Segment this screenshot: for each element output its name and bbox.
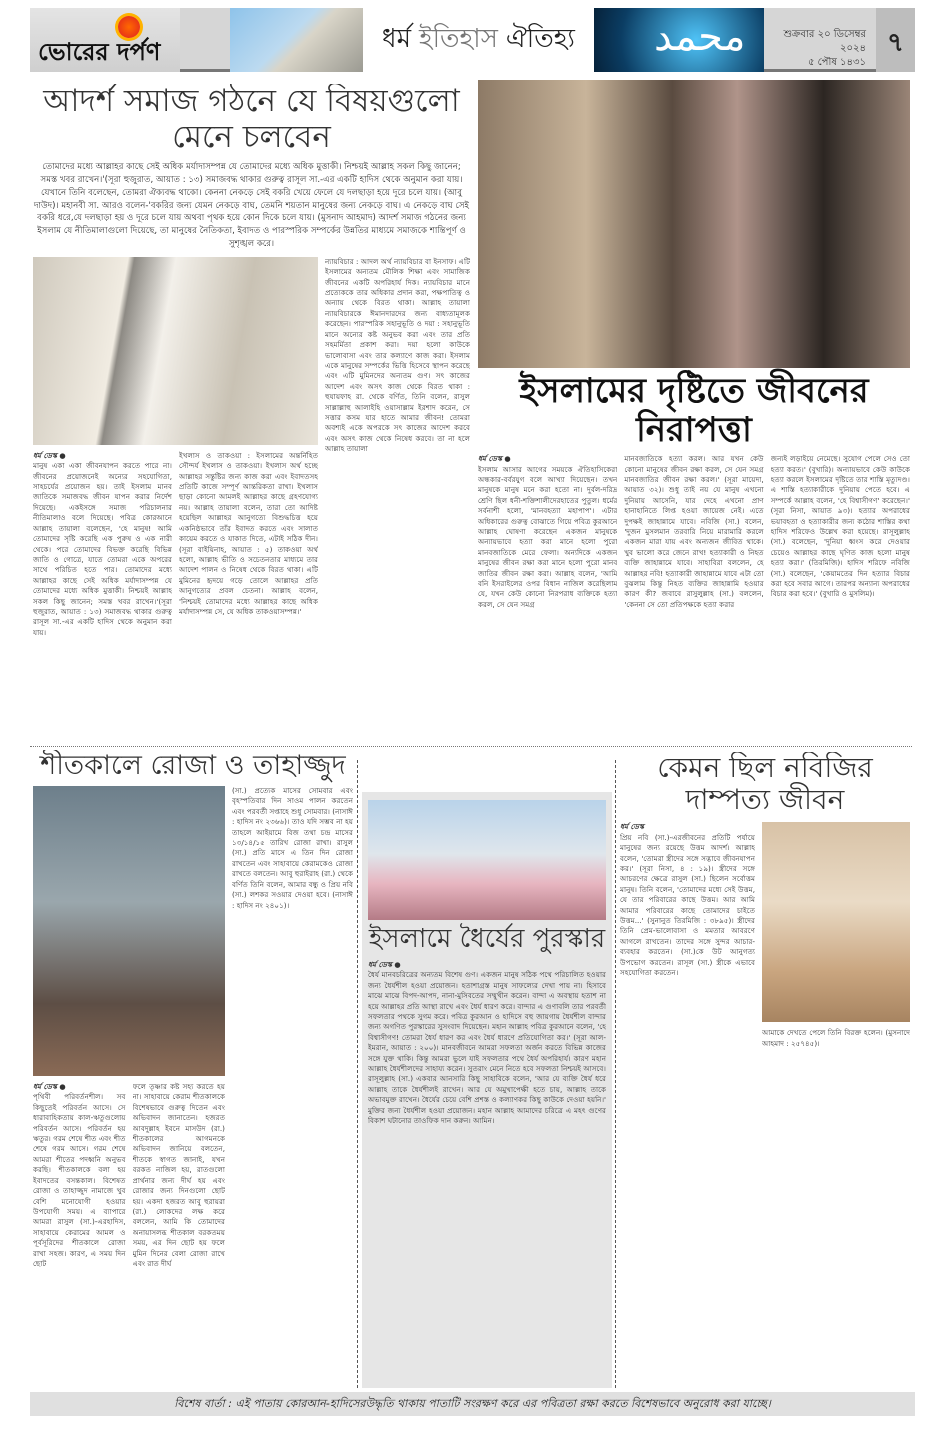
footer-notice	[30, 1392, 915, 1416]
newspaper-logo[interactable]	[30, 8, 180, 72]
headline-patience-reward: ইসলামে ধৈর্যের পুরস্কার	[368, 924, 606, 954]
byline: ধর্ম ডেস্ক ●	[33, 1082, 66, 1092]
quran-photo	[230, 8, 363, 72]
byline: ধর্ম ডেস্ক ●	[33, 450, 66, 460]
article-column	[33, 451, 172, 742]
masthead	[30, 8, 915, 72]
column-text: ইখলাস ও তাকওয়া : ইসলামের অন্তর্নিহিত সৌন্দর্য ইখলাস ও তাকওয়া। ইখলাস অর্থ হচ্ছে আল্লাহর সন্তুষ্টির জন্য কাজ করা এবং ইবাদতসহ প্রতিটি কাজে সম্পূর্ণ আন্তরিকতা রাখা। ইখলাস ছাড়া কোনো আমলই আল্লাহর কাছে গ্রহণযোগ্য নয়। আল্লাহ তায়ালা বলেন, তারা তো আদিষ্ট হয়েছিল আল্লাহর আনুগত্যে বিশুদ্ধচিত্ত হয়ে একনিষ্ঠভাবে তাঁর ইবাদত করতে এবং সালাত কায়েম করতে ও যাকাত দিতে, এটাই সঠিক দীন। (সূরা বাইয়িনাহ, আয়াত : ৫) তাকওয়া অর্থ হলো, আল্লাহ ভীতি ও সচেতনতার মাধ্যমে তার আদেশ পালন ও নিষেধ থেকে বিরত থাকা। এটি মুমিনের হৃদয়ে গড়ে তোলে আল্লাহর প্রতি আনুগত্যের প্রবল চেতনা। আল্লাহ বলেন, 'নিশ্চয়ই তোমাদের মধ্যে আল্লাহর কাছে অধিক মর্যাদাসম্পন্ন সে, যে অধিক তাকওয়াসম্পন্ন।'	[179, 450, 318, 616]
section-title	[363, 8, 594, 72]
mosque-illustration	[762, 822, 910, 1022]
headline-life-security: ইসলামের দৃষ্টিতে জীবনের নিরাপত্তা	[519, 371, 869, 451]
article-column	[762, 1028, 910, 1386]
column-text: জন্যই লড়াইয়ে নেমেছে। সুযোগ পেলে সেও তো হত্যা করত।' (বুখারি)। অন্যায়ভাবে কেউ কাউকে হত্যা করলে ইসলামের দৃষ্টিতে তার শাস্তি মৃত্যুদণ্ড। এ শাস্তি হত্যাকারীকে দুনিয়ায় পেতে হবে। এ সম্পর্কে আল্লাহ বলেন, 'হে বিশ্বাসীগণ' করেছেন।' (সূরা নিসা, আয়াত ৯৩)। হত্যার অপরাধের ভয়াবহতা ও হত্যাকারীর জন্য কঠোর শাস্তির কথা হাদিস শরিফেও উল্লেখ করা হয়েছে। রাসূলুল্লাহ (সা.) বলেছেন, 'দুনিয়া ধ্বংস করে দেওয়ার চেয়েও আল্লাহর কাছে ঘৃণিত কাজ হলো মানুষ হত্যা করা।' (তিরমিজি)। হাদিস শরিফে নবিজি (সা.) বলেছেন, 'কেয়ামতের দিন হত্যার বিচার করা হবে সবার আগে। তারপর অন্যান্য অপরাধের বিচার করা হবে।' (বুখারি ও মুসলিম)।	[770, 454, 910, 599]
logo-text: ভোরের দর্পণ	[38, 37, 161, 66]
section-divider	[30, 746, 912, 747]
byline: ধর্ম ডেস্ক ●	[368, 959, 401, 969]
article-column	[771, 454, 910, 742]
article-column	[478, 454, 617, 742]
column-text: (সা.) প্রত্যেক মাসের সোমবার এবং বৃহস্পতিবার দিন সাওম পালন করতেন এবং পরবর্তী সপ্তাহে শুধু সোমবার। (নাসাঈ : হাদিস নং ২৩৬৬)। তাও যদি সম্ভব না হয় তাহলে আইয়ামে বিজ তথা চন্দ্র মাসের ১৩/১৪/১৫ তারিখ রোজা রাখা। রাসুল (সা.) প্রতি মাসে এ তিন দিন রোজা রাখতেন এবং সাহাবায়ে কেরামকেও রোজা রাখতে বলতেন। আবু হুরাইরাহ (রা.) থেকে বর্ণিত তিনি বলেন, আমার বন্ধু ও প্রিয় নবি (সা.) লশকর সওয়ার দেওয়া হবে। (নাসাঈ : হাদিস নং ২৪০১)।	[232, 786, 353, 910]
byline: ধর্ম ডেস্ক ●	[478, 454, 511, 464]
headline-prophet-marriage: কেমন ছিল নবিজির দাম্পত্য জীবন	[657, 752, 873, 817]
column-text: আমাকে দেখতে পেলে তিনি বিরক্ত হলেন। (মুসনাদে আহমাদ : ২৫৭৪৫)।	[762, 1028, 910, 1048]
section-word: ঐতিহ্য	[505, 24, 575, 54]
column-text: ধৈর্য মানবচরিত্রের অন্যতম বিশেষ গুণ। একজন মানুষ সঠিক পথে পরিচালিত হওয়ার জন্য ধৈর্যশীল হওয়া প্রয়োজন। হতাশাগ্রস্ত মানুষ সাফল্যের দেখা পায় না। হিসাবে মাঝে মাঝে বিপদ-আপদ, নানা-মুসিবতের সম্মুখীন করেন। বান্দা এ অবস্থায় হতাশ না হয়ে আল্লাহর প্রতি আস্থা রাখে এবং ধৈর্য ধারণ করে। বান্দার এ গুণাবলি তার পরবর্তী সফলতার পথকে সুগম করে। পবিত্র কুরআন ও হাদিসে বহু জায়গায় ধৈর্যশীল বান্দার জন্য অগণিত পুরস্কারের সুসংবাদ দিয়েছেন। মহান আল্লাহ পবিত্র কুরআনে বলেন, 'হে বিশ্বাসীগণ! তোমরা ধৈর্য ধারণ কর এবং ধৈর্য ধারণে প্রতিযোগিতা কর।' (সূরা আল-ইমরান, আয়াত : ২০০)। মানবজীবনে আমরা সফলতা অর্জন করতে বিভিন্ন কাজের সঙ্গে যুক্ত থাকি। কিন্তু আমরা ভুলে যাই সফলতার পথে ধৈর্য অপরিহার্য। কারণ মহান আল্লাহ ধৈর্যশীলদের সাহায্য করেন। সুতরাং মেনে নিতে হবে সফলতা নিশ্চয়ই আসবে। রাসূলুল্লাহ (সা.) একবার আনসারি কিছু সাহাবিকে বলেন, 'আর যে ব্যক্তি ধৈর্য ধরে আল্লাহ তাকে ধৈর্যশীলই রাখেন। আর যে অমুখাপেক্ষী হতে চায়, আল্লাহ তাকে অভাবমুক্ত রাখেন। ধৈর্যের চেয়ে বেশি প্রশস্ত ও কল্যাণকর কিছু কাউকে দেওয়া হয়নি।' মুক্তির জন্য ধৈর্যশীল হওয়া প্রয়োজন। মহান আল্লাহ আমাদের চরিত্রে এ মহৎ গুণের বিকাশ ঘটানোর তাওফিক দান করুন। আমিন।	[368, 970, 606, 1125]
column-divider	[357, 760, 358, 1388]
article-column	[620, 822, 755, 1386]
date-bengali: ৫ পৌষ ১৪৩১	[807, 57, 866, 68]
article-life-security	[478, 80, 910, 742]
article-column	[232, 786, 353, 1386]
column-text: মানবজাতিকে হত্যা করল। আর যখন কেউ কোনো মানুষের জীবন রক্ষা করল, সে যেন সমগ্র মানবজাতির জীবন রক্ষা করল।' (সূরা মায়েদা, আয়াত ৩২)। শুধু তাই নয় যে মানুষ এখনো দুনিয়ায় আসেনি, যার দেহে এখনো প্রাণ হানাহানিতে লিপ্ত হওয়া জায়েজ নেই। এতে দুপক্ষই জাহান্নামে যাবে। নবিজি (সা.) বলেন, 'দুজন মুসলমান তরবারি নিয়ে মারামারি করলে একজন মারা যায় এবং অন্যজন জীবিত থাকে। খুব ভালো করে জেনে রাখ! হত্যাকারী ও নিহত ব্যক্তি জাহান্নামে যাবে। সাহাবিরা বললেন, হে আল্লাহর নবি! হত্যাকারী জাহান্নামে যাবে এটা তো বুঝলাম কিন্তু নিহত ব্যক্তির জাহান্নামি হওয়ার কারণ কী? জবাবে রাসুলুল্লাহ (সা.) বললেন, 'কেননা সে তো প্রতিপক্ষকে হত্যা করার	[624, 454, 764, 609]
article-column	[325, 257, 470, 742]
headline-ideal-society: আদর্শ সমাজ গঠনে যে বিষয়গুলো মেনে চলবেন	[43, 84, 460, 155]
calligraphy-text: محمد	[654, 14, 746, 60]
column-text: ন্যায়বিচার : আদল অর্থ ন্যায়বিচার বা ইনসাফ। এটি ইসলামের অন্যতম মৌলিক শিক্ষা এবং সামাজিক জীবনের একটি অপরিহার্য দিক। ন্যায়বিচার মানে প্রত্যেককে তার অধিকার প্রদান করা, পক্ষপাতিত্ব ও অন্যায় থেকে বিরত থাকা। আল্লাহ তায়ালা ন্যায়বিচারকে ঈমানদারদের জন্য বাধ্যতামূলক করেছেন। পারস্পরিক সহানুভূতি ও দয়া : সহানুভূতি মানে অন্যের কষ্ট অনুভব করা এবং তার প্রতি সহমর্মিতা প্রকাশ করা। দয়া হলো কাউকে ভালোবাসা এবং তার কল্যাণে কাজ করা। ইসলাম একে মানুষের সম্পর্কের ভিত্তি হিসেবে স্থাপন করেছে এবং এটি মুমিনদের অন্যতম গুণ। সৎ কাজের আদেশ এবং অসৎ কাজ থেকে বিরত থাকা : হুযায়ফাহ রা. থেকে বর্ণিত, তিনি বলেন, রাসুল সাল্লাল্লাহু আলাইহি ওয়াসাল্লাম ইরশাদ করেন, সে সত্তার কসম যার হাতে আমার জীবন! তোমরা অবশ্যই একে অপরকে সৎ কাজের আদেশ করবে এবং অসৎ কাজ থেকে নিষেধ করবে। তা না হলে আল্লাহ তায়ালা	[325, 256, 470, 454]
family-prayer-photo	[33, 257, 318, 445]
article-ideal-society	[33, 84, 470, 742]
article-winter-fasting	[33, 750, 353, 1386]
article-body	[368, 960, 606, 1384]
column-divider	[615, 760, 616, 1388]
column-text: পৃথিবী পরিবর্তনশীল। সব কিছুতেই পরিবর্তন আসে। সে ধারাবাহিকতায় কাল-ঋতুগুলোয় পরিবর্তন আসে। পরিবর্তন হয় ঋতুর। গরম শেষে শীত এবং শীত শেষে গরম আসে। গরম শেষে আমরা শীতের পদধ্বনি অনুভব করছি। শীতকালকে বলা হয় ইবাদতের বসন্তকাল। বিশেষত রোজা ও তাহাজ্জুদ নামাজে খুব বেশি মনোযোগী হওয়ার উপযোগী সময়। এ ব্যাপারে আমরা রাসুল (সা.)-এরহাদিস, সাহাবায়ে কেরামের আমল ও পূর্বসূরিদের শীতকালে রোজা রাখা সহজ। কারণ, এ সময় দিন ছোট	[33, 1092, 126, 1268]
article-prophet-marriage	[620, 752, 910, 1386]
section-word: ধর্ম	[382, 24, 412, 54]
column-text: মানুষ একা একা জীবনযাপন করতে পারে না। জীবনের প্রয়োজনেই অন্যের সহযোগিতা, সাহচর্যের প্রয়োজন হয়। তাই ইসলাম মানব জাতিকে সমাজবদ্ধ জীবন যাপন করার নির্দেশ দিয়েছে। একইসঙ্গে সমাজ পরিচালনার নীতিমালাও বলে দিয়েছে। পবিত্র কোরআনে আল্লাহ তায়ালা বলেছেন, 'হে মানুষ! আমি তোমাদের সৃষ্টি করেছি এক পুরুষ ও এক নারী থেকে। পরে তোমাদের বিভক্ত করেছি বিভিন্ন জাতি ও গোত্রে, যাতে তোমরা একে অপরের সাথে পরিচিত হতে পার। তোমাদের মধ্যে আল্লাহর কাছে সেই অধিক মর্যাদাসম্পন্ন যে তোমাদের মধ্যে অধিক মুত্তাকী। নিশ্চয়ই আল্লাহ সকল কিছু জানেন; সমস্ত খবর রাখেন।'(সূরা হুজুরাত, আয়াত : ১৩) সমাজবদ্ধ থাকার গুরুত্ব রাসূল সা.-এর একটি হাদিস থেকে অনুমান করা যায়।	[33, 461, 172, 637]
family-meal-photo	[478, 80, 910, 368]
notice-text: বিশেষ বার্তা : এই পাতায় কোরআন-হাদিসেরউদ্ধৃতি থাকায় পাতাটি সংরক্ষণ করে এর পবিত্রতা রক্ষা করতে বিশেষভাবে অনুরোধ করা যাচ্ছে।	[174, 1397, 771, 1410]
article-column	[179, 451, 318, 742]
byline: ধর্ম ডেস্ক	[620, 822, 644, 832]
calligraphy-image	[594, 8, 764, 72]
section-word: ইতিহাস	[419, 24, 498, 54]
column-text: ইসলাম আসার আগের সময়কে ঐতিহাসিকেরা অন্ধকার-বর্বরযুগ বলে আখ্যা দিয়েছেন। তখন মানুষকে মানুষ মনে করা হতো না। দুর্বল-দরিদ্র শ্রেণি ছিল ধনী-শক্তিশালীদেরহাতের পুতুল। ধর্মের সর্বনাশী হলো, 'মানবহত্যা মহাপাপ'। এটার অধিকারের গুরুত্ব বোঝাতে গিয়ে পবিত্র কুরআনে আল্লাহ ঘোষণা করেছেন একজন মানুষকে অন্যায়ভাবে হত্যা করা মানে হলো পুরো মানবজাতিকে মেরে ফেলা। অন্যদিকে একজন মানুষের জীবন রক্ষা করা মানে হলো পুরো মানব জাতির জীবন রক্ষা করা। আল্লাহ বলেন, 'আমি বনি ইসরাইলের ওপর বিধান নাজিল করেছিলাম যে, যখন কেউ কোনো নিরপরাধ ব্যক্তিকে হত্যা করল, সে যেন সমগ্র	[478, 464, 618, 609]
article-intro: তোমাদের মধ্যে আল্লাহর কাছে সেই অধিক মর্যাদাসম্পন্ন যে তোমাদের মধ্যে অধিক মুত্তাকী। নিশ্চয়ই আল্লাহ সকল কিছু জানেন; সমস্ত খবর রাখেন।'(সূরা হুজুরাত, আয়াত : ১৩) সমাজবদ্ধ থাকার গুরুত্ব রাসূল সা.-এর একটি হাদিস থেকে অনুমান করা যায়। যেখানে তিনি বলেছেন, তোমরা ঐক্যবদ্ধ থাকো। কেননা নেকড়ে সেই বকরি খেয়ে ফেলে যে দলছাড়া হয়ে দূরে চলে যায়। (আবু দাউদ)। মহানবী সা. আরও বলেন-'বকরির জন্য যেমন নেকড়ে বাঘ, তেমনি শয়তান মানুষের জন্য নেকড়ে বাঘ। এ নেকড়ে বাঘ সেই বকরি ধরে,যে দলছাড়া হয় ও দূরে চলে যায় অথবা পৃথক হয়ে কোন দিকে চলে যায়। (মুসনাদ আহমাদ) আদর্শ সমাজ গঠনের জন্য ইসলাম যে নীতিমালাগুলো দিয়েছে, তা মানুষের নৈতিকতা, ইবাদত ও পারস্পরিক সম্পর্কের উন্নতির মাধ্যমে সমাজকে শান্তিপূর্ণ ও সুশৃঙ্খল করে।	[33, 162, 470, 250]
headline-winter-fasting: শীতকালে রোজা ও তাহাজ্জুদ	[40, 750, 346, 781]
page-number: ৭	[876, 8, 915, 72]
article-column	[33, 1082, 126, 1386]
flowers-photo	[368, 800, 606, 920]
column-text: প্রিয় নবি (সা.)-এরজীবনের প্রতিটি পর্যায়ে মানুষের জন্য রয়েছে উত্তম আদর্শ। আল্লাহ বলেন, 'তোমরা স্ত্রীদের সঙ্গে সদ্ভাবে জীবনযাপন কর।' (সূরা নিসা, ৪ : ১৯)। স্ত্রীদের সঙ্গে আচরণের ক্ষেত্রে রাসুল (সা.) ছিলেন সর্বোত্তম মানুষ। তিনি বলেন, 'তোমাদের মধ্যে সেই উত্তম, যে তার পরিবারের কাছে উত্তম। আর আমি আমার পরিবারের কাছে তোমাদের চাইতে উত্তম...' (সুনানুত তিরমিজি : ৩৮৯৫)। স্ত্রীদের তিনি প্রেম-ভালোবাসা ও মমতার আবরণে আগলে রাখতেন। তাদের সঙ্গে সুন্দর আচার-ব্যবহার করতেন। (সা.)কে উট আনুগত্য উপভোগ করতেন। রাসূল (সা.) স্ত্রীকে এভাবে সহযোগিতা করতেন।	[620, 832, 755, 978]
man-praying-photo	[33, 786, 225, 1076]
article-column	[624, 454, 763, 742]
column-text: ফলে তৃষ্ণার কষ্ট সহ্য করতে হয় না। সাহাবায়ে কেরাম শীতকালকে বিশেষভাবে গুরুত্ব দিতেন এবং অভিবাদন জানাতেন। হজরত আবদুল্লাহ ইবনে মাসউদ (রা.) শীতকালের আগমনকে অভিবাদন জানিয়ে বলতেন, শীতকে স্বাগত জানাই, যখন বরকত নাজিল হয়, রাতগুলো প্রার্থনার জন্য দীর্ঘ হয় এবং রোজার জন্য দিনগুলো ছোট হয়। একদা হজরত আবু হুরায়রা (রা.) লোকদের লক্ষ করে বললেন, আমি কি তোমাদের অনায়াসলব্ধ শীতকাল বরকতময় সময়, এর দিন ছোট হয় ফলে মুমিন দিনের বেলা রোজা রাখে এবং রাত দীর্ঘ	[132, 1082, 225, 1268]
article-column	[133, 1082, 226, 1386]
patience-box	[362, 792, 612, 1388]
date-gregorian: শুক্রবার ২০ ডিসেম্বর ২০২৪	[783, 29, 866, 54]
issue-date	[764, 8, 874, 72]
